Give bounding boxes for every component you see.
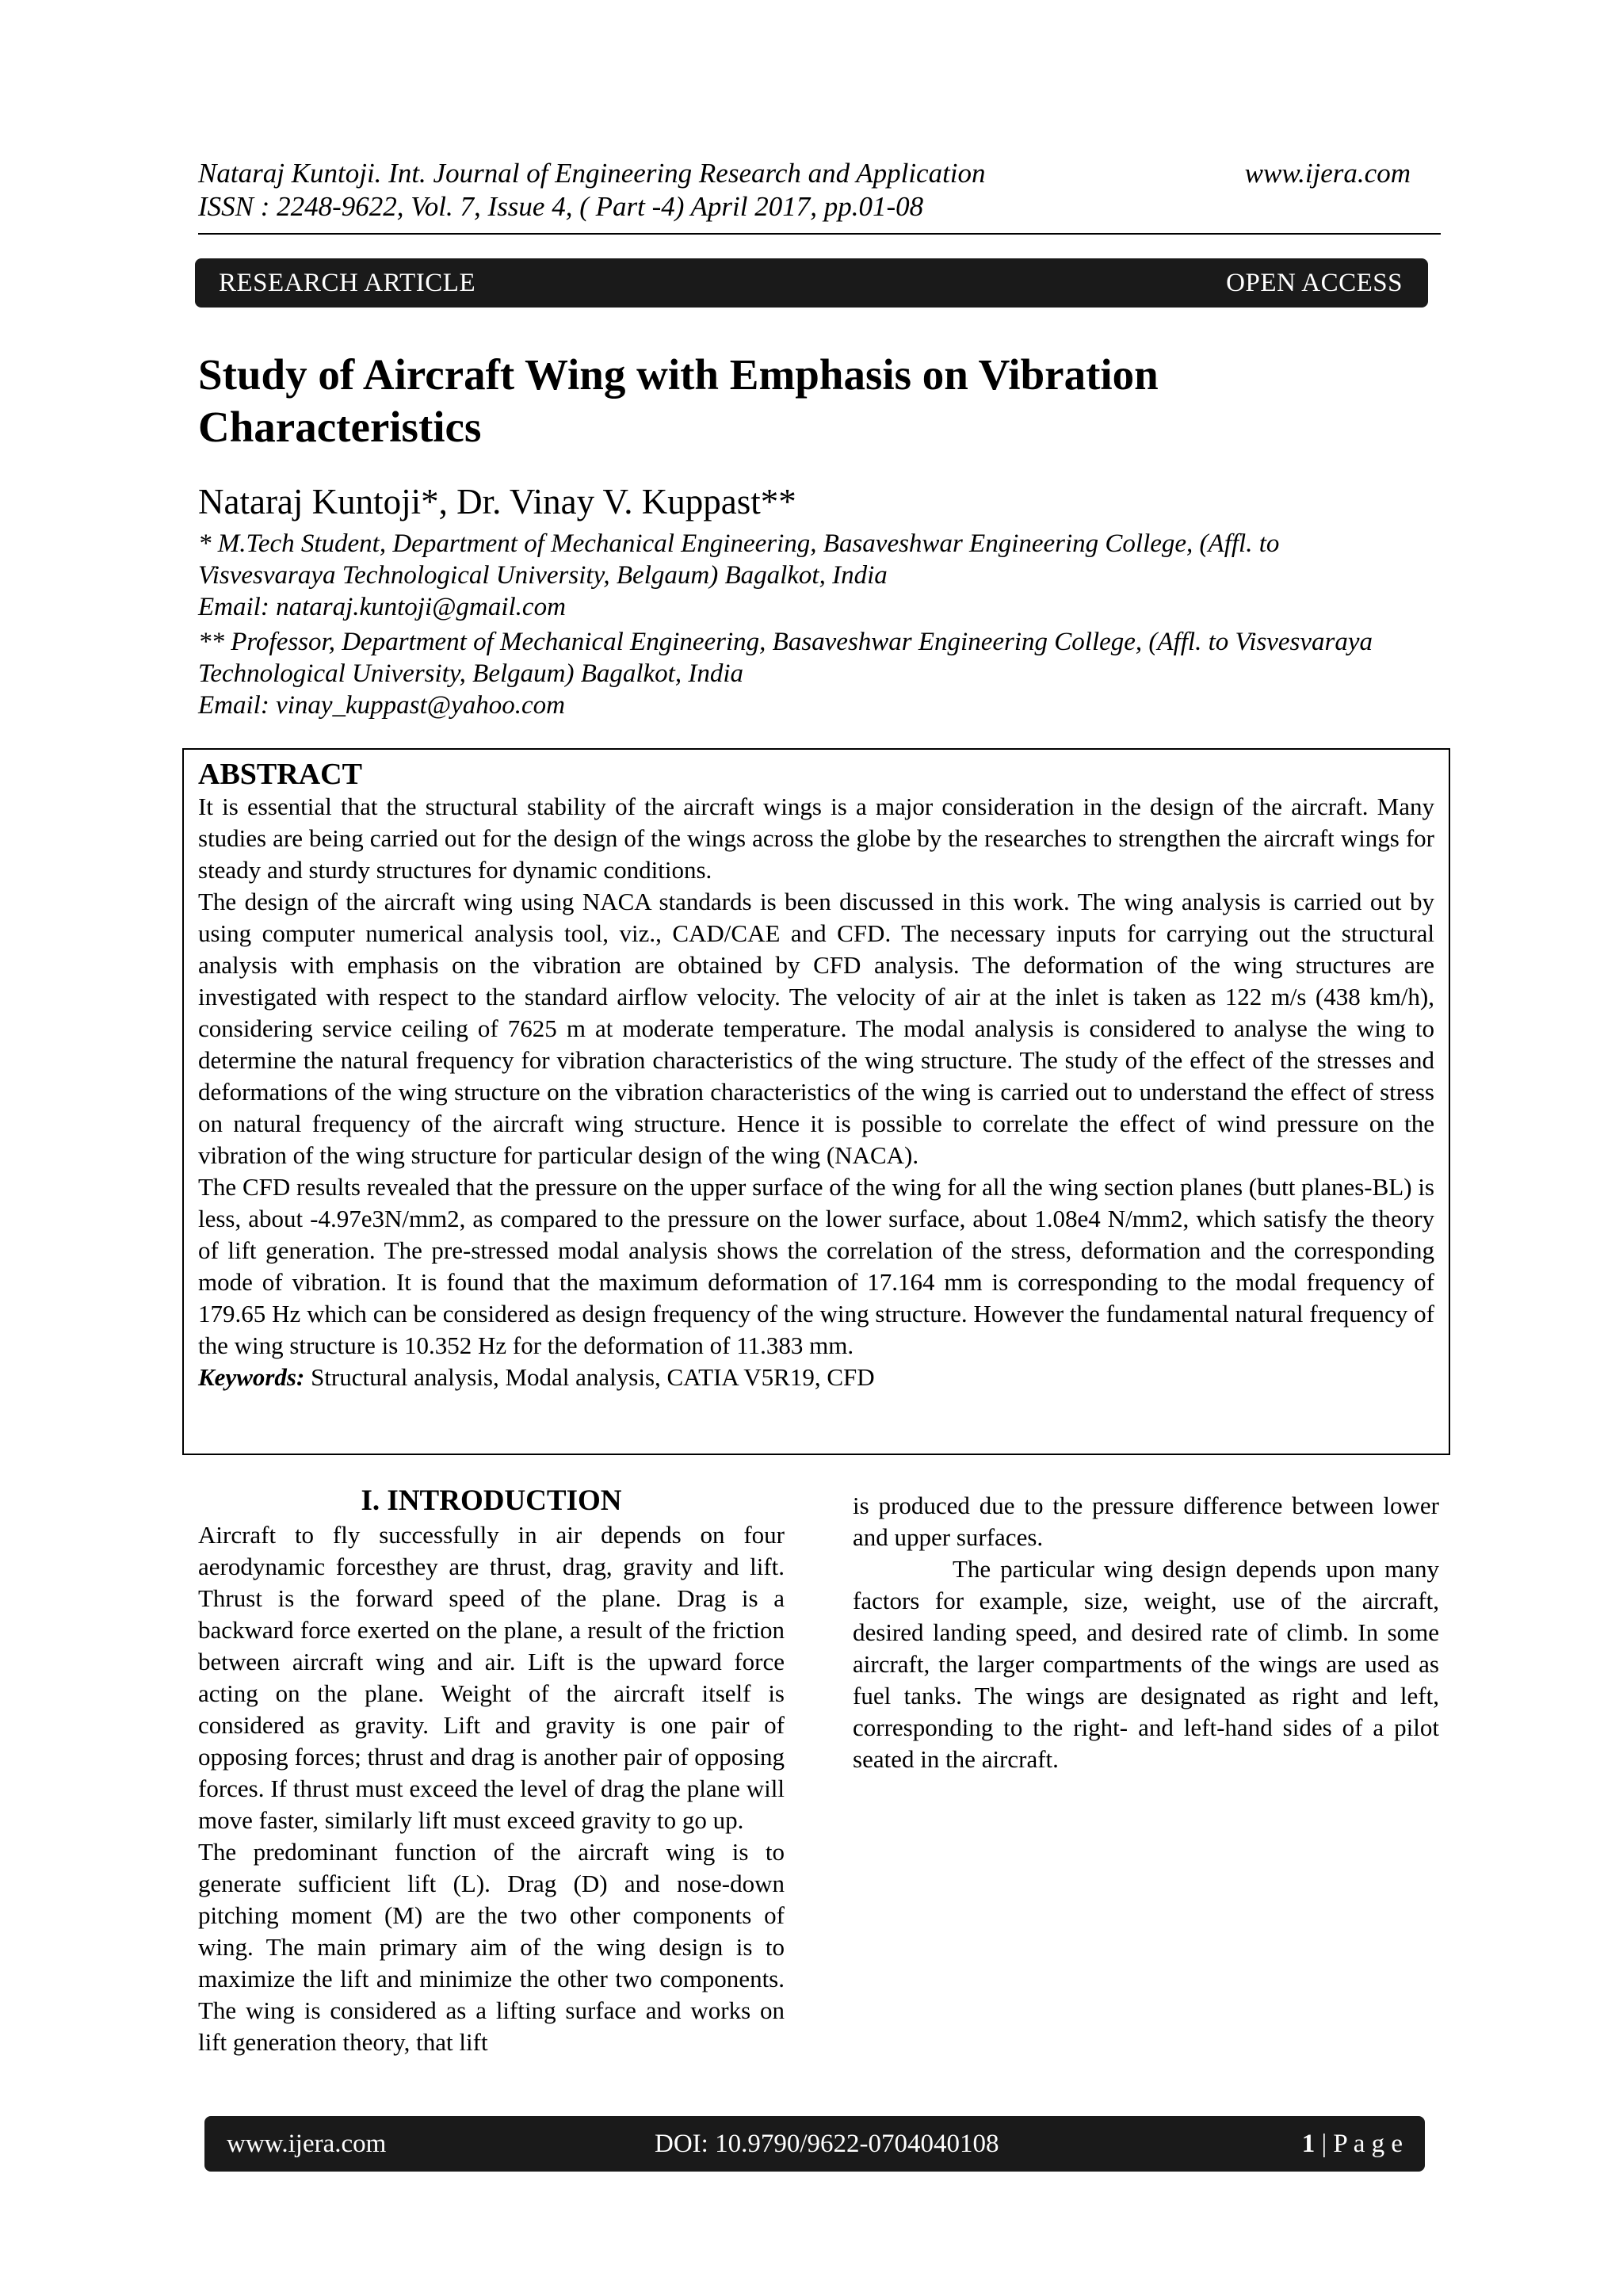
affiliation-1 bbox=[198, 528, 1442, 623]
paper-title-line-2: Characteristics bbox=[198, 403, 482, 451]
footer-website[interactable]: www.ijera.com bbox=[227, 2129, 387, 2158]
affiliation-2-email[interactable]: Email: vinay_kuppast@yahoo.com bbox=[198, 691, 565, 720]
paper-title bbox=[198, 349, 1426, 453]
abstract-paragraph-2: The design of the aircraft wing using NACA standards is been discussed in this work. The wing analysis is carried out by using computer numerical analysis tool, viz., CAD/CAE and CFD. The necessary inputs for carrying out the structural analysis with emphasis on the vibration are obtained by CFD analysis. The deformation of the wing structures are investigated with respect to the standard airflow velocity. The velocity of air at the inlet is taken as 122 m/s (438 km/h), considering service ceiling of 7625 m at moderate temperature. The modal analysis is considered to analyse the wing to determine the natural frequency for vibration characteristics of the wing structure. The study of the effect of the stresses and deformations of the wing structure on the vibration characteristics of the wing is carried out to understand the effect of stress on natural frequency of the aircraft wing structure. Hence it is possible to correlate the effect of wind pressure on the vibration of the wing structure for particular design of the wing (NACA). bbox=[198, 888, 1434, 1169]
intro-paragraph-2: The predominant function of the aircraft wing is to generate sufficient lift (L). Drag (D) and nose-down pitching moment (M) are the two other components of wing. The main primary aim of the wing design is to maximize the lift and minimize the other two components. The wing is considered as a lifting surface and works on lift generation theory, that lift bbox=[198, 1838, 785, 2056]
footer-doi[interactable]: DOI: 10.9790/9622-0704040108 bbox=[655, 2129, 999, 2158]
research-article-label: RESEARCH ARTICLE bbox=[219, 268, 476, 297]
keywords-list: Structural analysis, Modal analysis, CATIA V5R19, CFD bbox=[304, 1363, 875, 1391]
abstract-paragraph-3: The CFD results revealed that the pressure on the upper surface of the wing for all the wing section planes (butt planes-BL) is less, about -4.97e3N/mm2, as compared to the pressure on the lower surface, about 1.08e4 N/mm2, which satisfy the theory of lift generation. The pre-stressed modal analysis shows the correlation of the stress, deformation and the corresponding mode of vibration. It is found that the maximum deformation of 17.164 mm is corresponding to the modal frequency of 179.65 Hz which can be considered as design frequency of the wing structure. However the fundamental natural frequency of the wing structure is 10.352 Hz for the deformation of 11.383 mm. bbox=[198, 1173, 1434, 1359]
footer-page bbox=[1302, 2130, 1403, 2159]
open-access-label: OPEN ACCESS bbox=[1226, 268, 1403, 297]
running-header bbox=[198, 157, 1411, 223]
abstract-heading: ABSTRACT bbox=[198, 758, 362, 791]
introduction-heading: I. INTRODUCTION bbox=[361, 1484, 622, 1517]
issn-line: ISSN : 2248-9622, Vol. 7, Issue 4, ( Part -4) April 2017, pp.01-08 bbox=[198, 191, 924, 222]
affiliation-1-line-1: * M.Tech Student, Department of Mechanical Engineering, Basaveshwar Engineering College, (Affl. to bbox=[198, 529, 1280, 558]
intro-paragraph-3: is produced due to the pressure difference between lower and upper surfaces. bbox=[853, 1492, 1439, 1551]
abstract-box bbox=[182, 748, 1450, 1455]
affiliation-2-line-2: Technological University, Belgaum) Bagalkot, India bbox=[198, 659, 744, 688]
article-type-banner bbox=[195, 258, 1428, 308]
page-footer bbox=[204, 2116, 1425, 2172]
intro-paragraph-4: The particular wing design depends upon many factors for example, size, weight, use of the aircraft, desired landing speed, and desired rate of climb. In some aircraft, the larger compartments of the wings are used as fuel tanks. The wings are designated as right and left, corresponding to the right- and left-hand sides of a pilot seated in the aircraft. bbox=[853, 1555, 1439, 1773]
journal-website[interactable]: www.ijera.com bbox=[1244, 158, 1411, 189]
page-number: 1 bbox=[1301, 2129, 1316, 2158]
journal-citation: Nataraj Kuntoji. Int. Journal of Engineering Research and Application bbox=[198, 158, 986, 189]
affiliation-2-line-1: ** Professor, Department of Mechanical Engineering, Basaveshwar Engineering College, (Affl. to Visvesvaraya bbox=[198, 628, 1373, 656]
right-column bbox=[853, 1490, 1439, 1775]
affiliation-2 bbox=[198, 626, 1442, 721]
keywords-label: Keywords: bbox=[198, 1363, 305, 1391]
affiliation-1-email[interactable]: Email: nataraj.kuntoji@gmail.com bbox=[198, 593, 566, 621]
header-divider bbox=[198, 233, 1441, 235]
author-list: Nataraj Kuntoji*, Dr. Vinay V. Kuppast** bbox=[198, 482, 796, 521]
intro-paragraph-1: Aircraft to fly successfully in air depends on four aerodynamic forcesthey are thrust, drag, gravity and lift. Thrust is the forward speed of the plane. Drag is a backward force exerted on the plane, a result of the friction between aircraft wing and air. Lift is the upward force acting on the plane. Weight of the aircraft itself is considered as gravity. Lift and gravity is one pair of opposing forces; thrust and drag is another pair of opposing forces. If thrust must exceed the level of drag the plane will move faster, similarly lift must exceed gravity to go up. bbox=[198, 1521, 785, 1834]
page-label: | P a g e bbox=[1315, 2129, 1403, 2158]
keywords-line bbox=[198, 1362, 1434, 1393]
paper-title-line-1: Study of Aircraft Wing with Emphasis on Vibration bbox=[198, 350, 1159, 399]
affiliation-1-line-2: Visvesvaraya Technological University, Belgaum) Bagalkot, India bbox=[198, 561, 888, 590]
left-column bbox=[198, 1484, 785, 2058]
abstract-paragraph-1: It is essential that the structural stability of the aircraft wings is a major consideration in the design of the aircraft. Many studies are being carried out for the design of the wings across the globe by the researches to strengthen the aircraft wings for steady and sturdy structures for dynamic conditions. bbox=[198, 793, 1434, 884]
